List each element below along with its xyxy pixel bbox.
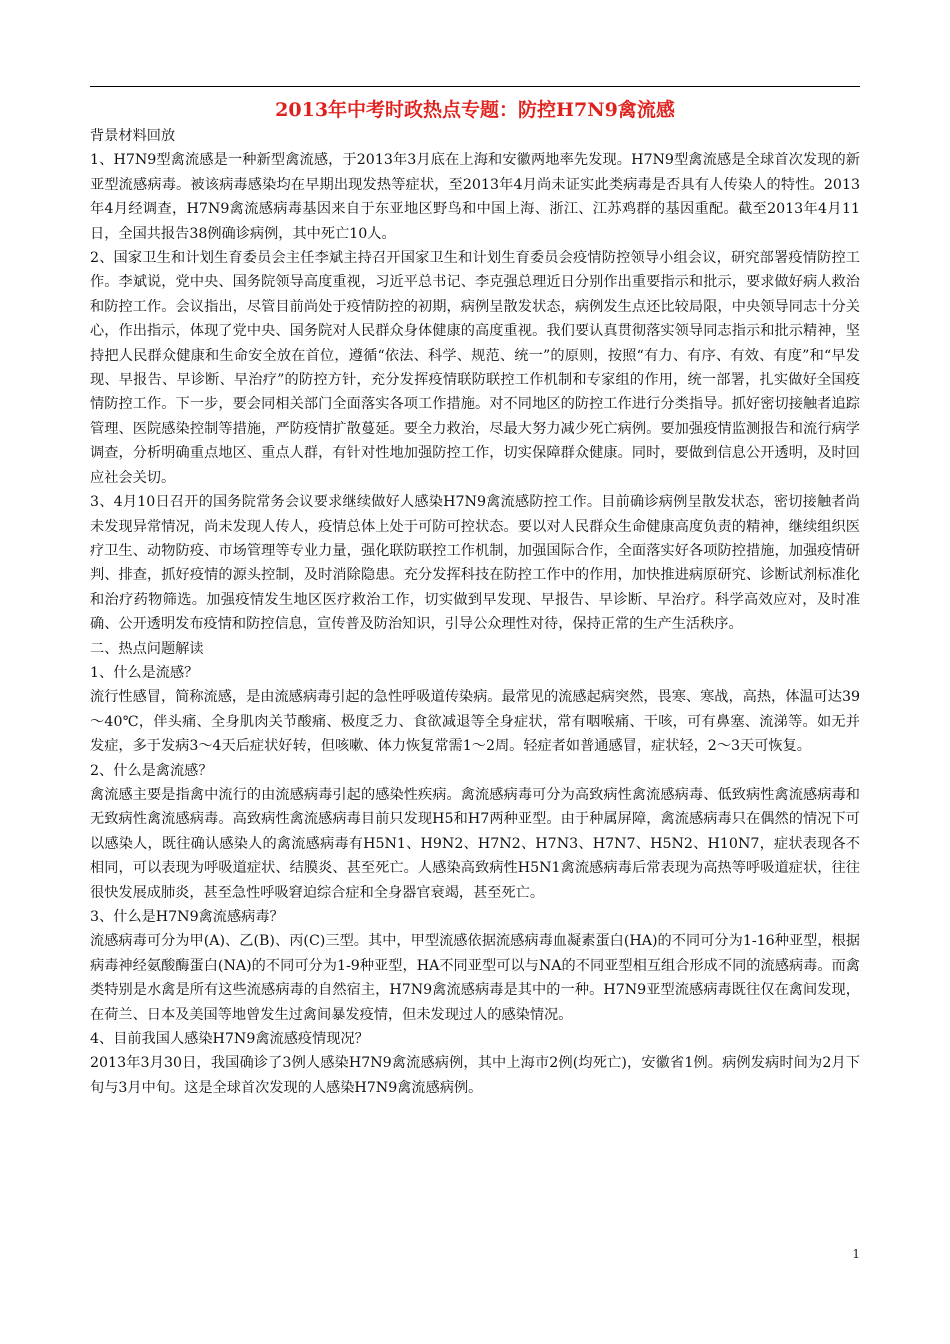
answer-1: 流行性感冒，简称流感，是由流感病毒引起的急性呼吸道传染病。最常见的流感起病突然，畏寒、寒战，高热，体温可达39～40℃，伴头痛、全身肌肉关节酸痛、极度乏力、食欲减退等全身症状，常有咽喉痛、干咳，可有鼻塞、流涕等。如无并发症，多于发病3～4天后症状好转，但咳嗽、体力恢复常需1～2周。轻症者如普通感冒，症状轻，2～3天可恢复。 [90,689,860,755]
section-heading-background: 背景材料回放 [90,128,176,144]
answer-2: 禽流感主要是指禽中流行的由流感病毒引起的感染性疾病。禽流感病毒可分为高致病性禽流感病毒、低致病性禽流感病毒和无致病性禽流感病毒。高致病性禽流感病毒目前只发现H5和H7两种亚型。由于种属屏障，禽流感病毒只在偶然的情况下可以感染人，既往确认感染人的禽流感病毒有H5N1、H9N2、H7N2、H7N3、H7N7、H5N2、H10N7，症状表现各不相同，可以表现为呼吸道症状、结膜炎、甚至死亡。人感染高致病性H5N1禽流感病毒后常表现为高热等呼吸道症状，往往很快发展成肺炎，甚至急性呼吸窘迫综合症和全身器官衰竭，甚至死亡。 [90,786,860,901]
question-1: 1、什么是流感？ [90,664,199,681]
document-page [90,0,860,1344]
answer-4: 2013年3月30日，我国确诊了3例人感染H7N9禽流感病例，其中上海市2例(均死亡)，安徽省1例。病例发病时间为2月下旬与3月中旬。这是全球首次发现的人感染H7N9禽流感病例。 [90,1055,860,1096]
question-2: 2、什么是禽流感？ [90,762,213,779]
question-3: 3、什么是H7N9禽流感病毒？ [90,909,284,925]
header-rule [90,86,860,87]
paragraph-background-1: 1、H7N9型禽流感是一种新型禽流感，于2013年3月底在上海和安徽两地率先发现。H7N9型禽流感是全球首次发现的新亚型流感病毒。被该病毒感染均在早期出现发热等症状，至2013年4月尚未证实此类病毒是否具有人传染人的特性。2013年4月经调查，H7N9禽流感病毒基因来自于东亚地区野鸟和中国上海、浙江、江苏鸡群的基因重配。截至2013年4月11日，全国共报告38例确诊病例，其中死亡10人。 [90,152,860,242]
document-title: 2013年中考时政热点专题：防控H7N9禽流感 [275,99,675,121]
section-heading-hot-issues: 二、热点问题解读 [90,640,204,657]
answer-3: 流感病毒可分为甲(A)、乙(B)、丙(C)三型。其中，甲型流感依据流感病毒血凝素蛋白(HA)的不同可分为1-16种亚型，根据病毒神经氨酸酶蛋白(NA)的不同可分为1-9种亚型，HA不同亚型可以与NA的不同亚型相互组合形成不同的流感病毒。而禽类特别是水禽是所有这些流感病毒的自然宿主，H7N9禽流感病毒是其中的一种。H7N9亚型流感病毒既往仅在禽间发现，在荷兰、日本及美国等地曾发生过禽间暴发疫情，但未发现过人的感染情况。 [90,933,860,1023]
paragraph-background-2: 2、国家卫生和计划生育委员会主任李斌主持召开国家卫生和计划生育委员会疫情防控领导小组会议，研究部署疫情防控工作。李斌说，党中央、国务院领导高度重视，习近平总书记、李克强总理近日分别作出重要指示和批示，要求做好病人救治和防控工作。会议指出，尽管目前尚处于疫情防控的初期，病例呈散发状态，病例发生点还比较局限，中央领导同志十分关心，作出指示，体现了党中央、国务院对人民群众身体健康的高度重视。我们要认真贯彻落实领导同志指示和批示精神，坚持把人民群众健康和生命安全放在首位，遵循“依法、科学、规范、统一”的原则，按照“有力、有序、有效、有度”和“早发现、早报告、早诊断、早治疗”的防控方针，充分发挥疫情联防联控工作机制和专家组的作用，统一部署，扎实做好全国疫情防控工作。下一步，要会同相关部门全面落实各项工作措施。对不同地区的防控工作进行分类指导。抓好密切接触者追踪管理、医院感染控制等措施，严防疫情扩散蔓延。要全力救治，尽最大努力减少死亡病例。要加强疫情监测报告和流行病学调查，分析明确重点地区、重点人群，有针对性地加强防控工作，切实保障群众健康。同时，要做到信息公开透明，及时回应社会关切。 [90,250,860,486]
page-number: 1 [852,1247,860,1261]
document-body [90,124,860,1100]
question-4: 4、目前我国人感染H7N9禽流感疫情现况？ [90,1031,369,1048]
paragraph-background-3: 3、4月10日召开的国务院常务会议要求继续做好人感染H7N9禽流感防控工作。目前确诊病例呈散发状态，密切接触者尚未发现异常情况，尚未发现人传人，疫情总体上处于可防可控状态。要以对人民群众生命健康高度负责的精神，继续组织医疗卫生、动物防疫、市场管理等专业力量，强化联防联控工作机制，加强国际合作，全面落实好各项防控措施，加强疫情研判、排查，抓好疫情的源头控制，及时消除隐患。充分发挥科技在防控工作中的作用，加快推进病原研究、诊断试剂标准化和治疗药物筛选。加强疫情发生地区医疗救治工作，切实做到早发现、早报告、早诊断、早治疗。科学高效应对，及时准确、公开透明发布疫情和防控信息，宣传普及防治知识，引导公众理性对待，保持正常的生产生活秩序。 [90,494,860,633]
